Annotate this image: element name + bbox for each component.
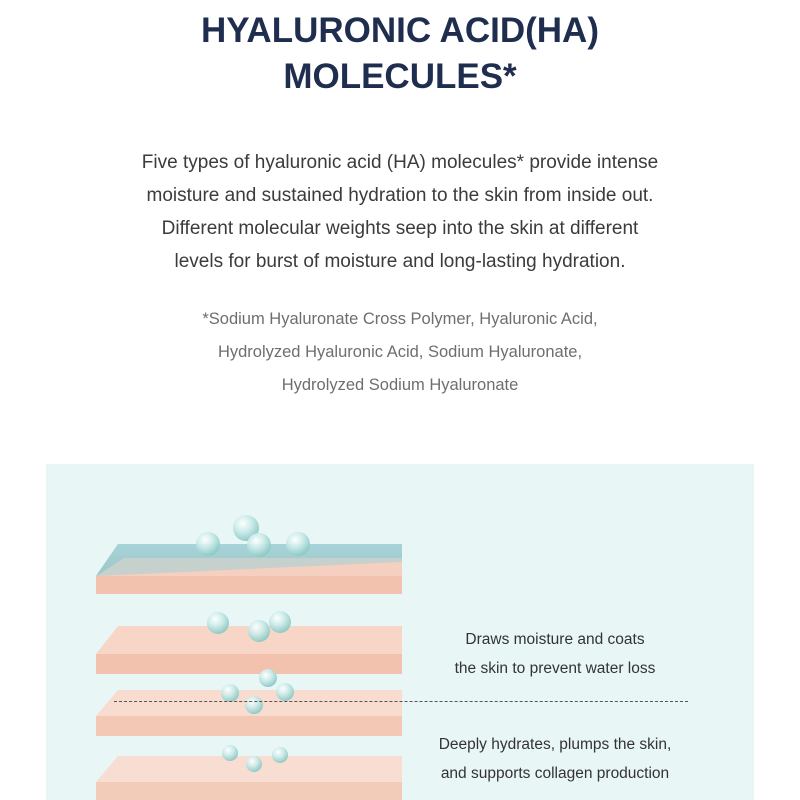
footnote-line-2: Hydrolyzed Hyaluronic Acid, Sodium Hyaluronate, — [217, 343, 583, 361]
footnote-line-1: *Sodium Hyaluronate Cross Polymer, Hyaluronic Acid, — [202, 310, 598, 328]
molecule-bubble — [286, 532, 310, 556]
molecule-bubble — [245, 696, 263, 714]
intro-line-1: Five types of hyaluronic acid (HA) molecules* provide intense — [141, 152, 659, 173]
title-line-1: HYALURONIC ACID(HA) — [201, 11, 599, 50]
molecule-bubble — [196, 532, 220, 556]
molecule-bubble — [246, 756, 262, 772]
caption-bottom-line-1: Deeply hydrates, plumps the skin, — [438, 736, 672, 753]
caption-top-line-1: Draws moisture and coats — [465, 631, 645, 648]
intro-line-3: Different molecular weights seep into the skin at different — [161, 218, 639, 239]
intro-paragraph — [60, 146, 740, 278]
intro-line-2: moisture and sustained hydration to the skin from inside out. — [146, 185, 654, 206]
caption-surface-layer — [405, 625, 705, 683]
molecule-bubble — [272, 747, 288, 763]
skin-layer-3 — [96, 690, 402, 736]
molecule-bubble — [269, 611, 291, 633]
molecule-bubble — [276, 683, 294, 701]
footnote-line-3: Hydrolyzed Sodium Hyaluronate — [281, 376, 519, 394]
molecule-bubble — [221, 684, 239, 702]
title-line-2: MOLECULES* — [283, 57, 517, 96]
molecule-bubble — [222, 745, 238, 761]
molecule-bubble — [259, 669, 277, 687]
skin-layers-diagram — [46, 464, 754, 800]
layer-divider — [114, 701, 688, 702]
molecule-bubble — [247, 533, 271, 557]
intro-line-4: levels for burst of moisture and long-lasting hydration. — [174, 251, 626, 272]
page-title — [0, 8, 800, 100]
caption-deep-layer — [405, 730, 705, 788]
caption-bottom-line-2: and supports collagen production — [440, 765, 670, 782]
molecule-bubble — [207, 612, 229, 634]
ingredient-footnote — [60, 303, 740, 402]
caption-top-line-2: the skin to prevent water loss — [454, 660, 656, 677]
molecule-bubble — [248, 620, 270, 642]
